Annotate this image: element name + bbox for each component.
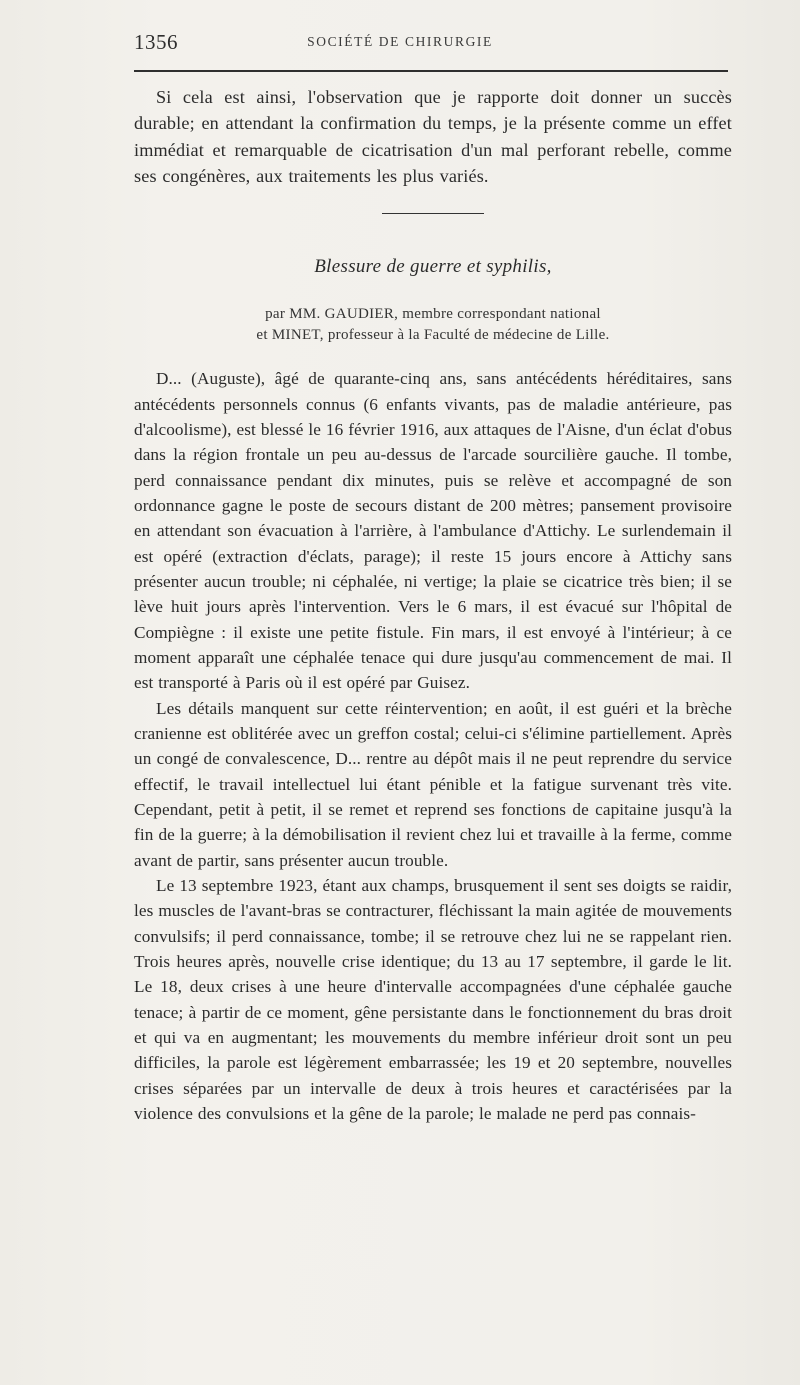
section-divider (382, 213, 484, 214)
body-paragraph: D... (Auguste), âgé de quarante-cinq ans, sans antécédents héréditaires, sans antécédents personnels connus (6 enfants vivants, pas de maladie antérieure, pas d'alcoolisme), est blessé le 16 février 1916, aux attaques de l'Aisne, d'un éclat d'obus dans la région frontale un peu au-dessus de l'arcade sourcilière gauche. Il tombe, perd connaissance pendant dix minutes, puis se relève et accompagné de son ordonnance gagne le poste de secours distant de 200 mètres; pansement provisoire en attendant son évacuation à l'arrière, à l'ambulance d'Attichy. Le surlendemain il est opéré (extraction d'éclats, parage); il reste 15 jours encore à Attichy sans présenter aucun trouble; ni céphalée, ni vertige; la plaie se cicatrice très bien; il se lève huit jours après l'intervention. Vers le 6 mars, il est évacué sur l'hôpital de Compiègne : il existe une petite fistule. Fin mars, il est envoyé à l'intérieur; à ce moment apparaît une céphalée tenace qui dure jusqu'au commencement de mai. Il est transporté à Paris où il est opéré par Guisez. (134, 369, 732, 693)
page-content (134, 84, 732, 1127)
body-paragraph: Le 13 septembre 1923, étant aux champs, brusquement il sent ses doigts se raidir, les muscles de l'avant-bras se contracturer, fléchissant la main agitée de mouvements convulsifs; il perd connaissance, tombe; il se retrouve chez lui ne se rappelant rien. Trois heures après, nouvelle crise identique; du 13 au 17 septembre, il garde le lit. Le 18, deux crises à une heure d'intervalle accompagnées d'une céphalée gauche tenace; à partir de ce moment, gêne persistante dans le fonctionnement du bras droit et qui va en augmentant; les mouvements du membre inférieur droit sont un peu difficiles, la parole est légèrement embarrassée; les 19 et 20 septembre, nouvelles crises séparées par un intervalle de deux à trois heures et caractérisées par la violence des convulsions et la gêne de la parole; le malade ne perd pas connais- (134, 876, 732, 1124)
header-rule (134, 70, 728, 72)
page-number: 1356 (134, 30, 178, 54)
page-header (0, 28, 800, 58)
intro-paragraph: Si cela est ainsi, l'observation que je rapporte doit donner un succès durable; en attendant la confirmation du temps, je la présente comme un effet immédiat et remarquable de cicatrisation d'un mal perforant rebelle, comme ses congénères, aux traitements les plus variés. (134, 87, 732, 186)
byline-line-2: et MINET, professeur à la Faculté de médecine de Lille. (256, 327, 610, 344)
body-paragraph: Les détails manquent sur cette réintervention; en août, il est guéri et la brèche cranienne est oblitérée avec un greffon costal; celui-ci s'élimine partiellement. Après un congé de convalescence, D... rentre au dépôt mais il ne peut reprendre du service effectif, le travail intellectuel lui étant pénible et la fatigue survenant très vite. Cependant, petit à petit, il se remet et reprend ses fonctions de capitaine jusqu'à la fin de la guerre; à la démobilisation il revient chez lui et travaille à la ferme, comme avant de partir, sans présenter aucun trouble. (134, 698, 732, 870)
byline-line-1: par MM. GAUDIER, membre correspondant national (265, 306, 601, 323)
article-body (134, 366, 732, 1126)
article-byline (134, 304, 732, 346)
running-head: SOCIÉTÉ DE CHIRURGIE (307, 34, 493, 49)
article-title: Blessure de guerre et syphilis, (314, 256, 552, 278)
